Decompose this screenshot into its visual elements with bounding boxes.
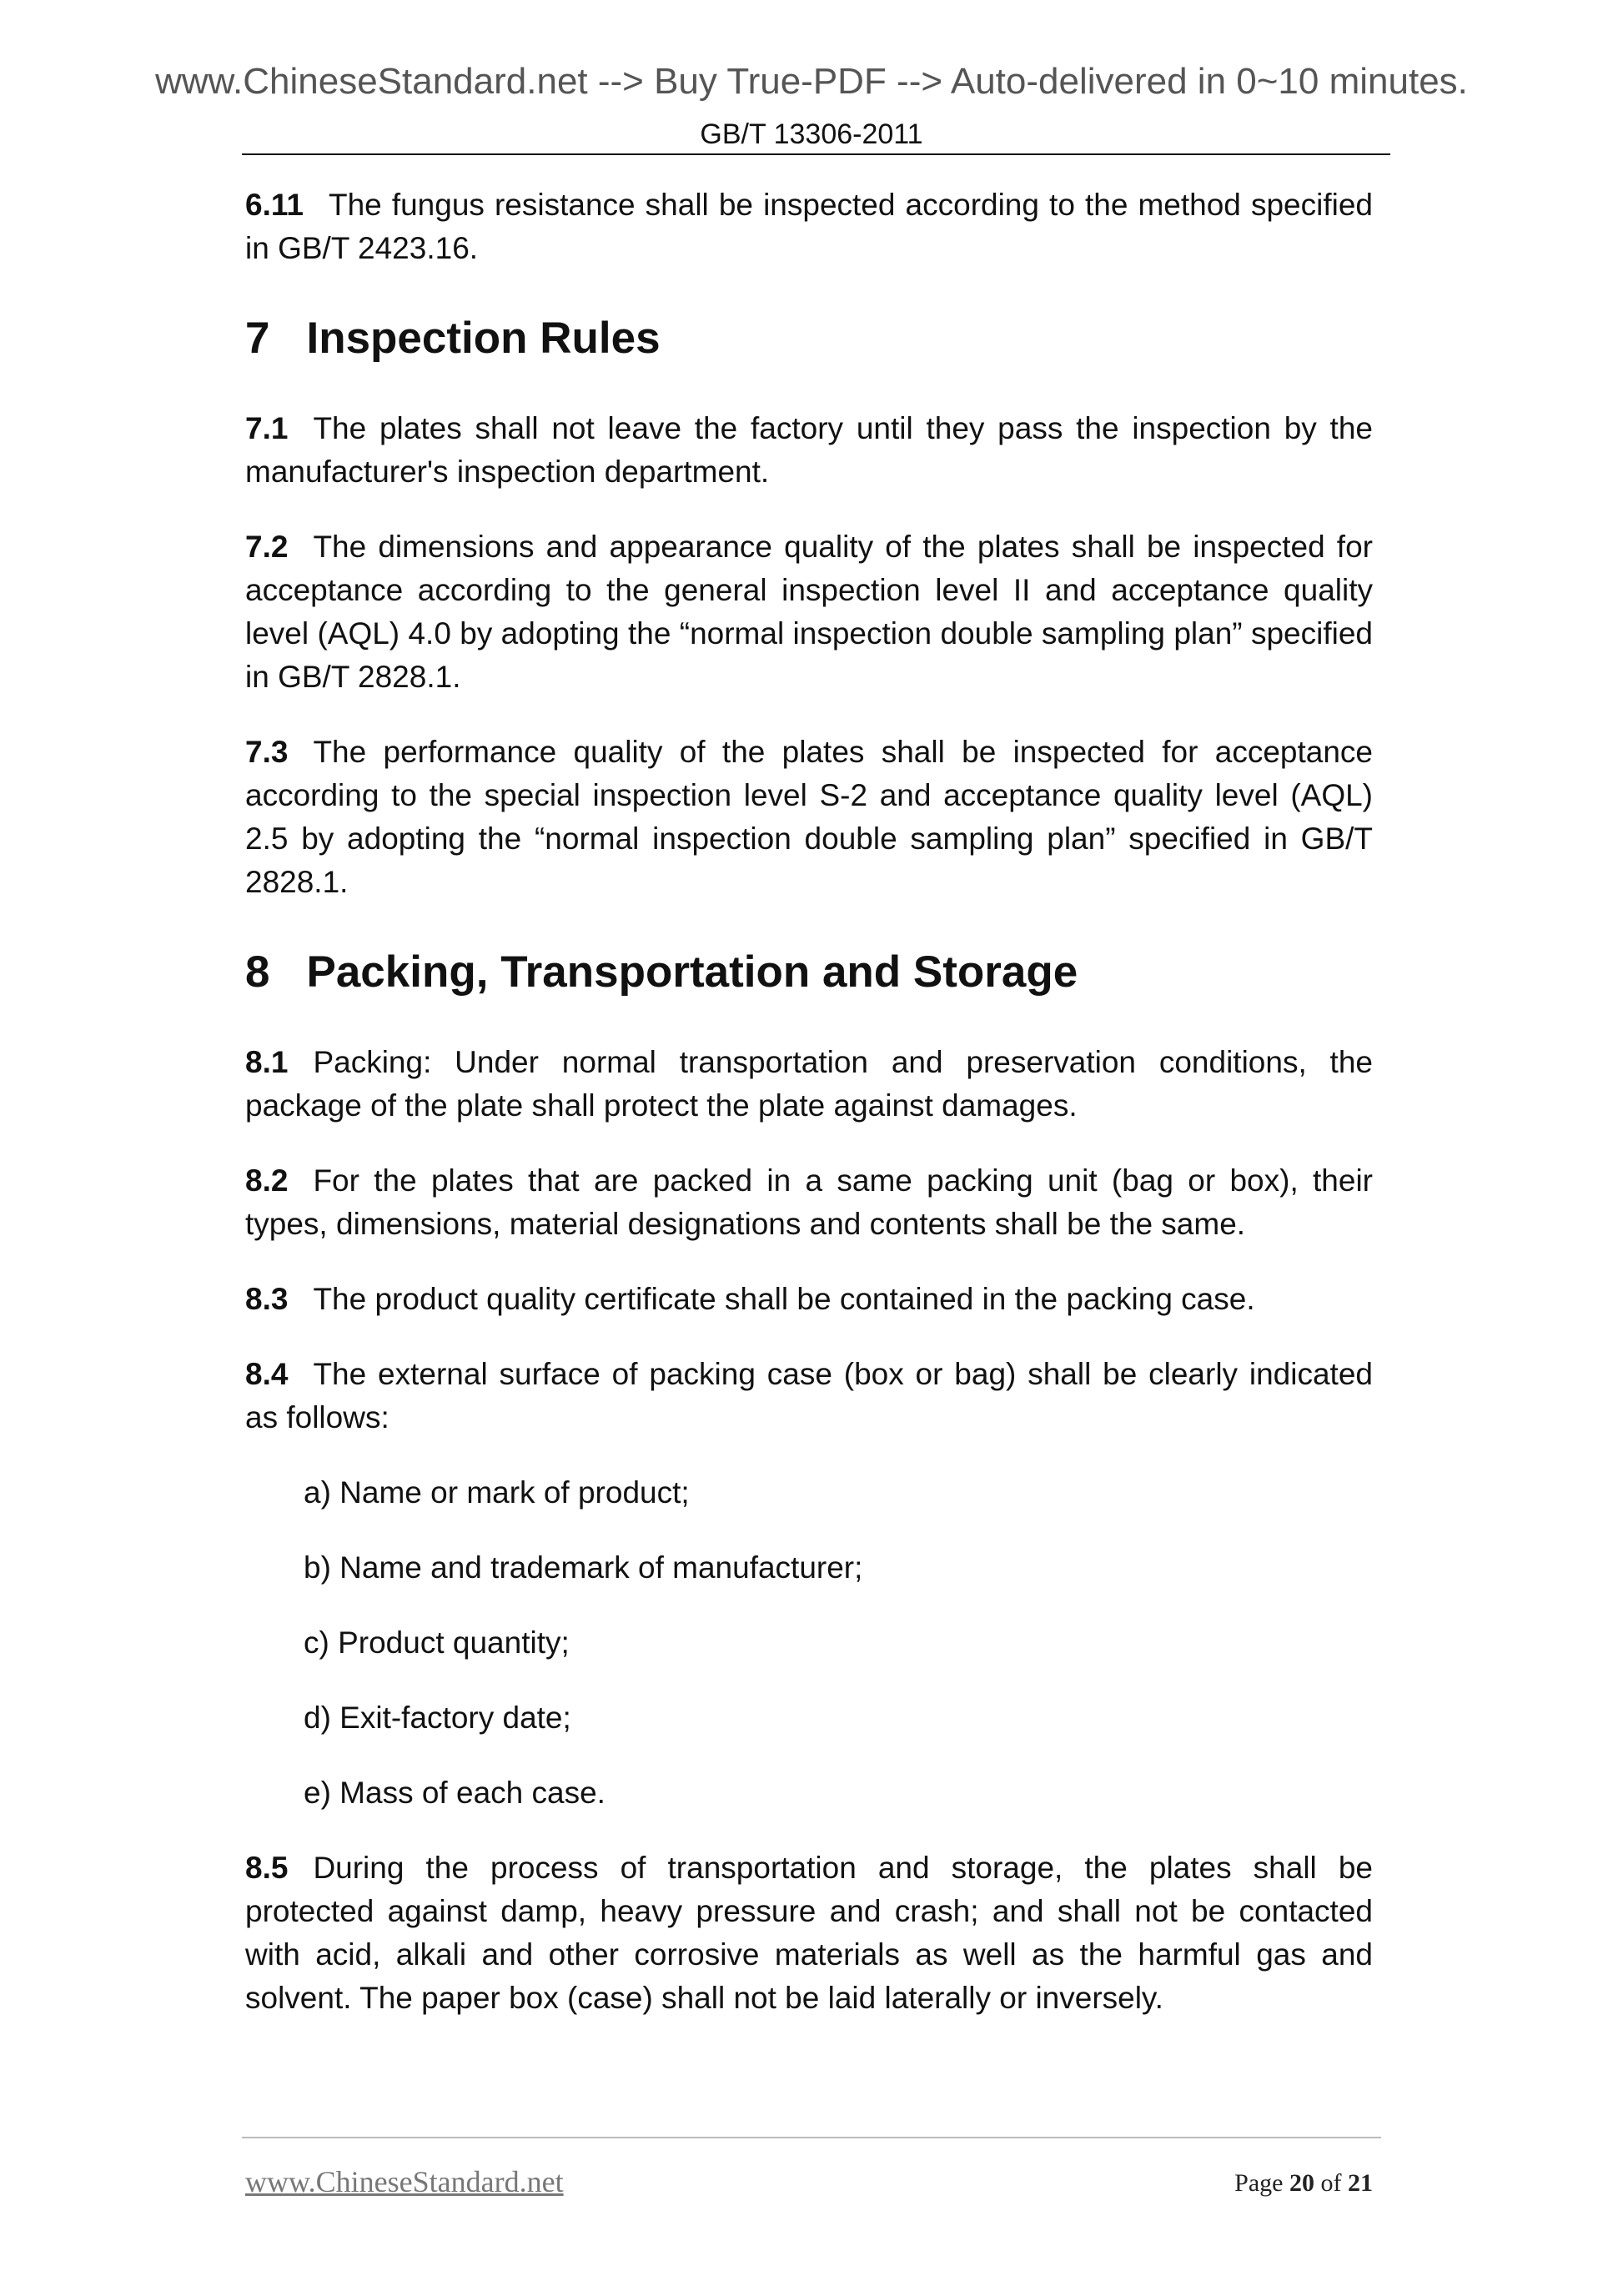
clause-7-3: [245, 731, 1373, 904]
clause-number: 6.11: [245, 188, 304, 222]
list-item: b) Name and trademark of manufacturer;: [304, 1550, 863, 1585]
clause-number: 8.5: [245, 1851, 289, 1885]
clause-text: During the process of transportation and storage, the plates shall be protected against damp, heavy pressure and crash; and shall not be contacted with acid, alkali and other corrosive materials as well as the harmful gas and solvent. The paper box (case) shall not be laid laterally or inversely.: [245, 1851, 1373, 2015]
section-heading-8: [245, 947, 1373, 997]
top-banner[interactable]: www.ChineseStandard.net --> Buy True-PDF --> Auto-delivered in 0~10 minutes.: [155, 61, 1468, 102]
section-heading-7: [245, 314, 1373, 364]
section-number: 8: [245, 947, 270, 997]
clause-number: 8.3: [245, 1282, 289, 1316]
section-title: Inspection Rules: [306, 314, 661, 363]
clause-number: 8.4: [245, 1357, 289, 1391]
clause-text: The dimensions and appearance quality of the plates shall be inspected for acceptance according to the general inspection level II and acceptance quality level (AQL) 4.0 by adopting the “normal inspection double sampling plan” specified in GB/T 2828.1.: [245, 530, 1373, 694]
page-current: 20: [1289, 2169, 1314, 2197]
list-item: d) Exit-factory date;: [304, 1701, 571, 1735]
clause-7-2: [245, 525, 1373, 699]
clause-number: 7.3: [245, 735, 289, 769]
clause-text: The performance quality of the plates shall be inspected for acceptance according to the special inspection level S-2 and acceptance quality level (AQL) 2.5 by adopting the “normal inspection double sampling plan” specified in GB/T 2828.1.: [245, 735, 1373, 899]
standard-code: GB/T 13306-2011: [700, 118, 923, 150]
clause-8-5: [245, 1846, 1373, 2020]
section-title: Packing, Transportation and Storage: [306, 947, 1078, 997]
page-total: 21: [1348, 2169, 1373, 2197]
list-item: a) Name or mark of product;: [304, 1475, 690, 1510]
clause-text: For the plates that are packed in a same packing unit (bag or box), their types, dimensions, material designations and contents shall be the same.: [245, 1163, 1373, 1241]
clause-text: The product quality certificate shall be contained in the packing case.: [313, 1282, 1255, 1316]
footer-site-link[interactable]: www.ChineseStandard.net: [245, 2165, 564, 2198]
clause-number: 7.1: [245, 411, 289, 445]
clause-8-1: [245, 1041, 1373, 1128]
clause-6-11: [245, 183, 1373, 270]
clause-text: Packing: Under normal transportation and preservation conditions, the package of the plate shall protect the plate against damages.: [245, 1045, 1373, 1123]
section-number: 7: [245, 314, 270, 363]
page-number: [1234, 2169, 1373, 2198]
header-divider: [242, 153, 1390, 155]
clause-text: The external surface of packing case (box or bag) shall be clearly indicated as follows:: [245, 1357, 1373, 1434]
page-label: Page: [1234, 2169, 1284, 2197]
footer-divider: [242, 2137, 1381, 2138]
page-of: of: [1320, 2169, 1342, 2197]
clause-number: 7.2: [245, 530, 289, 564]
clause-7-1: [245, 407, 1373, 494]
clause-number: 8.1: [245, 1045, 289, 1079]
clause-text: The fungus resistance shall be inspected according to the method specified in GB/T 2423.16.: [245, 188, 1373, 265]
clause-8-4: [245, 1353, 1373, 1439]
clause-8-2: [245, 1159, 1373, 1246]
clause-number: 8.2: [245, 1163, 289, 1198]
document-body: [245, 183, 1373, 2052]
list-item: c) Product quantity;: [304, 1625, 570, 1660]
clause-8-3: [245, 1278, 1373, 1321]
clause-text: The plates shall not leave the factory until they pass the inspection by the manufacturer's inspection department.: [245, 411, 1373, 489]
list-item: e) Mass of each case.: [304, 1776, 605, 1810]
